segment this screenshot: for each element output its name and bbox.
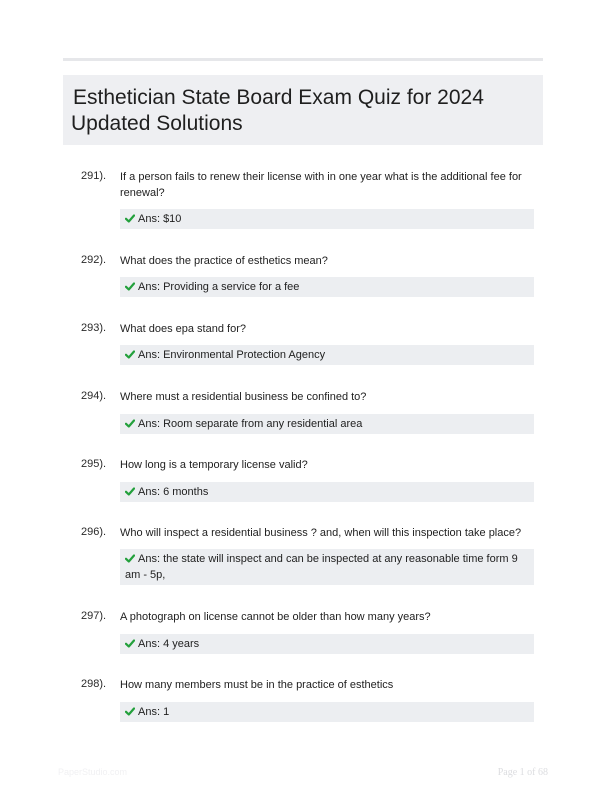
question-number: 296). [81,526,107,538]
question-number: 294). [81,390,107,402]
answer-text: Ans: Room separate from any residential area [138,418,363,430]
answer-box [120,209,534,229]
answer-text: Ans: Providing a service for a fee [138,281,300,293]
answer-text: Ans: $10 [138,213,182,225]
answer-text: Ans: 4 years [138,638,200,650]
answer-box [120,414,534,434]
question-number: 292). [81,254,107,266]
title-banner [63,75,543,145]
top-divider [63,58,543,61]
check-icon [125,214,135,223]
question-number: 295). [81,458,107,470]
question-text: Who will inspect a residential business ? and, when will this inspection take place? [120,527,522,539]
page-title: Esthetician State Board Exam Quiz for 2024 Updated Solutions [71,86,484,135]
question-text: What does the practice of esthetics mean? [120,255,328,267]
question-number: 291). [81,170,107,182]
check-icon [125,350,135,359]
answer-text: Ans: 6 months [138,486,209,498]
question-number: 298). [81,678,107,690]
question-text: If a person fails to renew their license with in one year what is the additional fee for renewal? [120,171,522,199]
answer-text: Ans: the state will inspect and can be inspected at any reasonable time form 9 am - 5p, [125,553,518,581]
question-number: 293). [81,322,107,334]
footer-site: PaperStudio.com [58,767,128,777]
question-text: How long is a temporary license valid? [120,459,308,471]
answer-box [120,277,534,297]
check-icon [125,282,135,291]
answer-box [120,549,534,585]
answer-box [120,482,534,502]
answer-text: Ans: 1 [138,706,170,718]
check-icon [125,554,135,563]
check-icon [125,707,135,716]
answer-box [120,345,534,365]
question-text: What does epa stand for? [120,323,246,335]
check-icon [125,639,135,648]
question-text: Where must a residential business be confined to? [120,391,367,403]
check-icon [125,487,135,496]
question-text: How many members must be in the practice of esthetics [120,679,394,691]
answer-box [120,634,534,654]
question-text: A photograph on license cannot be older than how many years? [120,611,431,623]
page-number: Page 1 of 68 [497,767,548,778]
check-icon [125,419,135,428]
answer-text: Ans: Environmental Protection Agency [138,349,326,361]
answer-box [120,702,534,722]
question-number: 297). [81,610,107,622]
